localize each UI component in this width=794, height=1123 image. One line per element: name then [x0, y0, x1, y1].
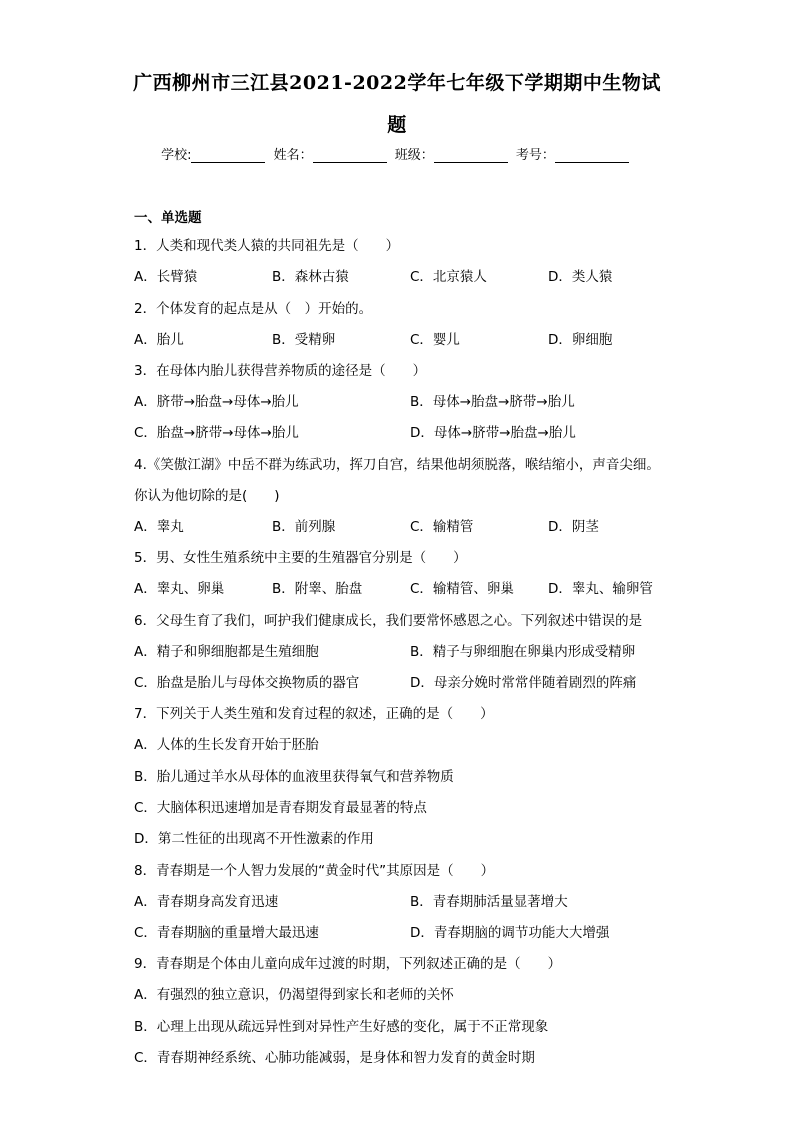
school-blank[interactable]: [191, 149, 265, 163]
option: B．母体→胎盘→脐带→胎儿: [410, 394, 575, 410]
option: D．类人猿: [548, 269, 613, 285]
name-label: 姓名：: [273, 148, 313, 163]
option: A．有强烈的独立意识，仍渴望得到家长和老师的关怀: [134, 987, 454, 1003]
option: C．北京猿人: [410, 269, 487, 285]
option: C．青春期脑的重量增大最迅速: [134, 925, 319, 941]
exam-title-line1: 广西柳州市三江县2021-2022学年七年级下学期期中生物试: [133, 72, 661, 94]
option: B．附睾、胎盘: [272, 581, 363, 597]
option: B．青春期肺活量显著增大: [410, 894, 568, 910]
number-label: 考号：: [515, 148, 555, 163]
question-stem: 5．男、女性生殖系统中主要的生殖器官分别是（ ）: [134, 550, 467, 566]
question-stem: 1．人类和现代类人猿的共同祖先是（ ）: [134, 238, 400, 254]
option: D．阴茎: [548, 519, 599, 535]
option: C．输精管、卵巢: [410, 581, 514, 597]
option: D．母亲分娩时常常伴随着剧烈的阵痛: [410, 675, 637, 691]
class-blank[interactable]: [434, 149, 508, 163]
option: D．卵细胞: [548, 332, 613, 348]
option: D．第二性征的出现离不开性激素的作用: [134, 831, 374, 847]
question-stem: 4.《笑傲江湖》中岳不群为练武功，挥刀自宫，结果他胡须脱落，喉结缩小，声音尖细。: [134, 457, 660, 473]
option: A．睾丸: [134, 519, 184, 535]
option: D．睾丸、输卵管: [548, 581, 653, 597]
option: B．受精卵: [272, 332, 336, 348]
question-stem: 2．个体发育的起点是从（ ）开始的。: [134, 301, 373, 317]
option: A．精子和卵细胞都是生殖细胞: [134, 644, 319, 660]
exam-title-line2: 题: [387, 114, 407, 136]
student-info: [0, 144, 794, 163]
option: A．长臂猿: [134, 269, 198, 285]
option: A．人体的生长发育开始于胚胎: [134, 737, 319, 753]
option: A．青春期身高发育迅速: [134, 894, 279, 910]
option: A．胎儿: [134, 332, 184, 348]
section-heading: 一、单选题: [134, 210, 202, 226]
option: C．输精管: [410, 519, 474, 535]
number-blank[interactable]: [555, 149, 629, 163]
option: B．精子与卵细胞在卵巢内形成受精卵: [410, 644, 636, 660]
question-stem-continued: 你认为他切除的是( ): [134, 488, 280, 504]
school-label: 学校:: [161, 148, 192, 163]
option: B．前列腺: [272, 519, 336, 535]
name-blank[interactable]: [313, 149, 387, 163]
option: A．脐带→胎盘→母体→胎儿: [134, 394, 299, 410]
option: B．心理上出现从疏远异性到对异性产生好感的变化，属于不正常现象: [134, 1019, 549, 1035]
option: C．胎盘是胎儿与母体交换物质的器官: [134, 675, 360, 691]
option: D．青春期脑的调节功能大大增强: [410, 925, 610, 941]
option: C．大脑体积迅速增加是青春期发育最显著的特点: [134, 800, 427, 816]
option: B．森林古猿: [272, 269, 349, 285]
option: A．睾丸、卵巢: [134, 581, 225, 597]
option: D．母体→脐带→胎盘→胎儿: [410, 425, 576, 441]
question-stem: 7．下列关于人类生殖和发育过程的叙述，正确的是（ ）: [134, 706, 494, 722]
option: B．胎儿通过羊水从母体的血液里获得氧气和营养物质: [134, 769, 454, 785]
option: C．婴儿: [410, 332, 460, 348]
question-stem: 8．青春期是一个人智力发展的“黄金时代”其原因是（ ）: [134, 863, 495, 879]
option: C．胎盘→脐带→母体→胎儿: [134, 425, 299, 441]
class-label: 班级：: [394, 148, 434, 163]
question-stem: 9．青春期是个体由儿童向成年过渡的时期，下列叙述正确的是（ ）: [134, 956, 562, 972]
option: C．青春期神经系统、心肺功能减弱，是身体和智力发育的黄金时期: [134, 1050, 535, 1066]
question-stem: 6．父母生育了我们，呵护我们健康成长，我们要常怀感恩之心。下列叙述中错误的是: [134, 613, 643, 629]
question-stem: 3．在母体内胎儿获得营养物质的途径是（ ）: [134, 363, 427, 379]
